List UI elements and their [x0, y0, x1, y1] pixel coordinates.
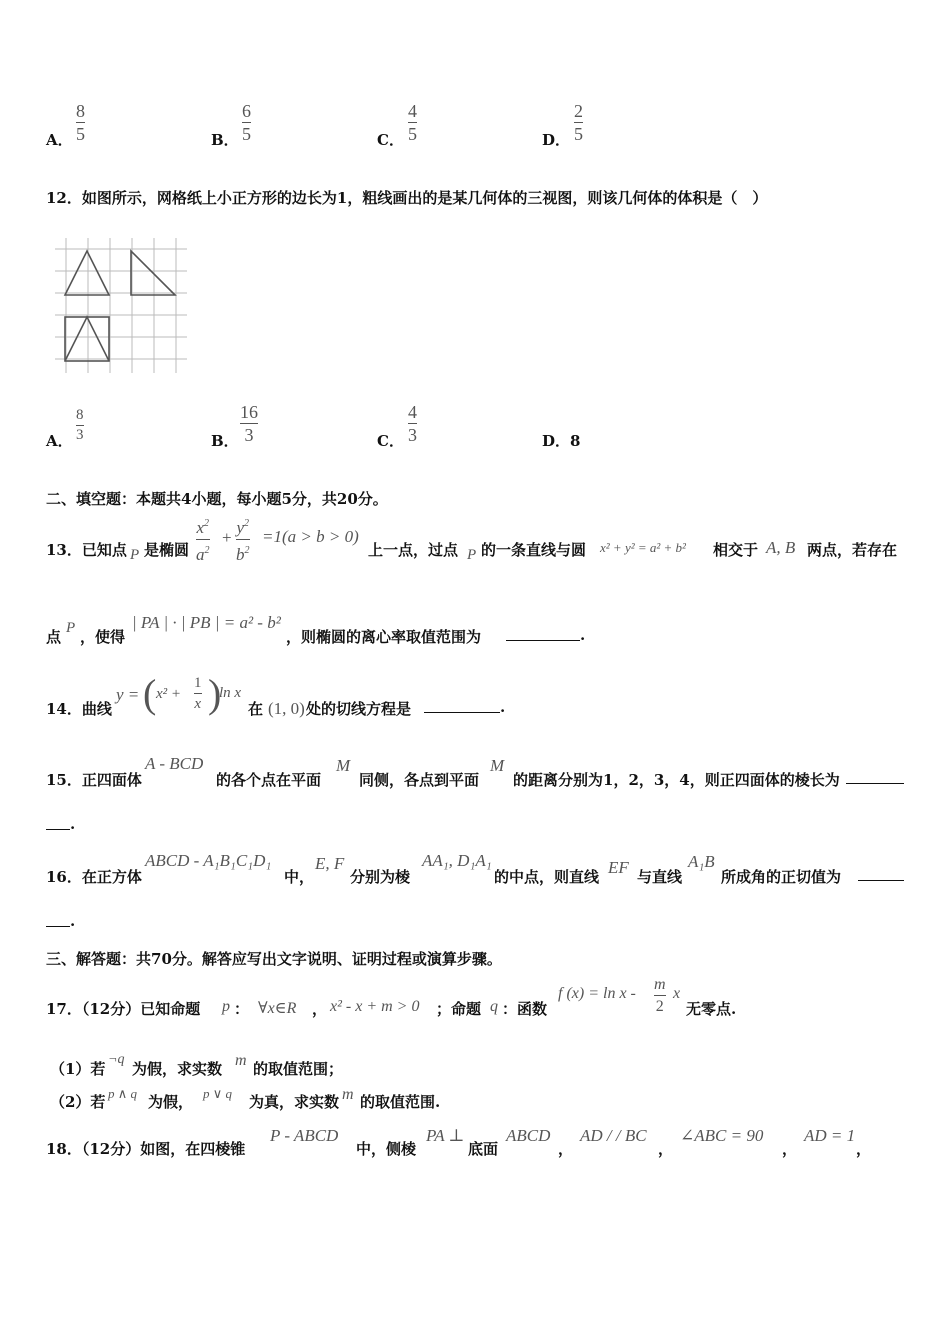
q16-answer-blank-2 [46, 914, 70, 927]
q12-option-b-fraction: 16 3 [240, 402, 258, 445]
q12-option-b-label: B． [211, 432, 239, 450]
cube-name: ABCD - A₁B₁C₁D₁ [145, 851, 272, 870]
q15-answer-blank-1 [846, 771, 904, 784]
function-f: f (x) = ln x - [558, 985, 636, 1002]
q12-option-a-label: A． [46, 432, 73, 450]
point-p: P [130, 547, 140, 563]
q11-option-d-label: D． [542, 131, 571, 149]
q17-part2: （2）若 [50, 1093, 106, 1111]
q15-answer-blank-2 [46, 817, 70, 830]
q12-option-d-label: D．8 [542, 432, 581, 450]
q13-answer-blank [506, 628, 580, 641]
q14-answer-blank [424, 700, 500, 713]
q17-part1: （1）若 [50, 1060, 106, 1078]
q12-option-d-value: 8 [570, 432, 581, 450]
tangent-point: (1, 0) [268, 699, 305, 718]
section3-title: 三、解答题：共70分。解答应写出文字说明、证明过程或演算步骤。 [46, 950, 502, 968]
three-view-figure [55, 238, 187, 373]
q11-option-d-fraction: 2 5 [574, 101, 583, 144]
q11-option-c-fraction: 4 5 [408, 101, 417, 144]
edges: AA₁, D₁A₁ [422, 851, 492, 870]
tetrahedron-name: A - BCD [145, 754, 204, 773]
q11-option-b-label: B． [211, 131, 239, 149]
plane-m: M [336, 756, 351, 775]
circle-equation: x² + y² = a² + b² [600, 540, 686, 555]
condition-expression: | PA | · | PB | = a² - b² [132, 613, 281, 632]
top-view-inner-lines [65, 317, 109, 361]
q12-option-c-label: C． [377, 432, 404, 450]
points-ab: A, B [766, 538, 796, 557]
grid-lines [55, 238, 187, 373]
side-view-triangle [131, 251, 175, 295]
line-a1b: A₁B [688, 852, 715, 871]
q16-answer-blank-1 [858, 868, 904, 881]
q11-option-c-label: C． [377, 131, 404, 149]
curve-expression: y = ( x² + 1 x ) ln x [116, 671, 242, 716]
top-view-square [65, 317, 109, 361]
q11-option-a-fraction: 8 5 [76, 101, 85, 144]
q11-option-b-fraction: 6 5 [242, 101, 251, 144]
pyramid-name: P - ABCD [270, 1126, 339, 1145]
q12-option-c-fraction: 4 3 [408, 402, 417, 445]
front-view-triangle [65, 251, 109, 295]
q11-option-a-label: A． [46, 131, 73, 149]
q12-stem: 12．如图所示，网格纸上小正方形的边长为1，粗线画出的是某几何体的三视图，则该几何体的体积是（ ） [46, 189, 768, 207]
line-ef: EF [608, 858, 629, 877]
points-ef: E, F [315, 854, 345, 873]
q12-option-a-fraction: 8 3 [76, 407, 84, 443]
section2-title: 二、填空题：本题共4小题，每小题5分，共20分。 [46, 490, 388, 508]
